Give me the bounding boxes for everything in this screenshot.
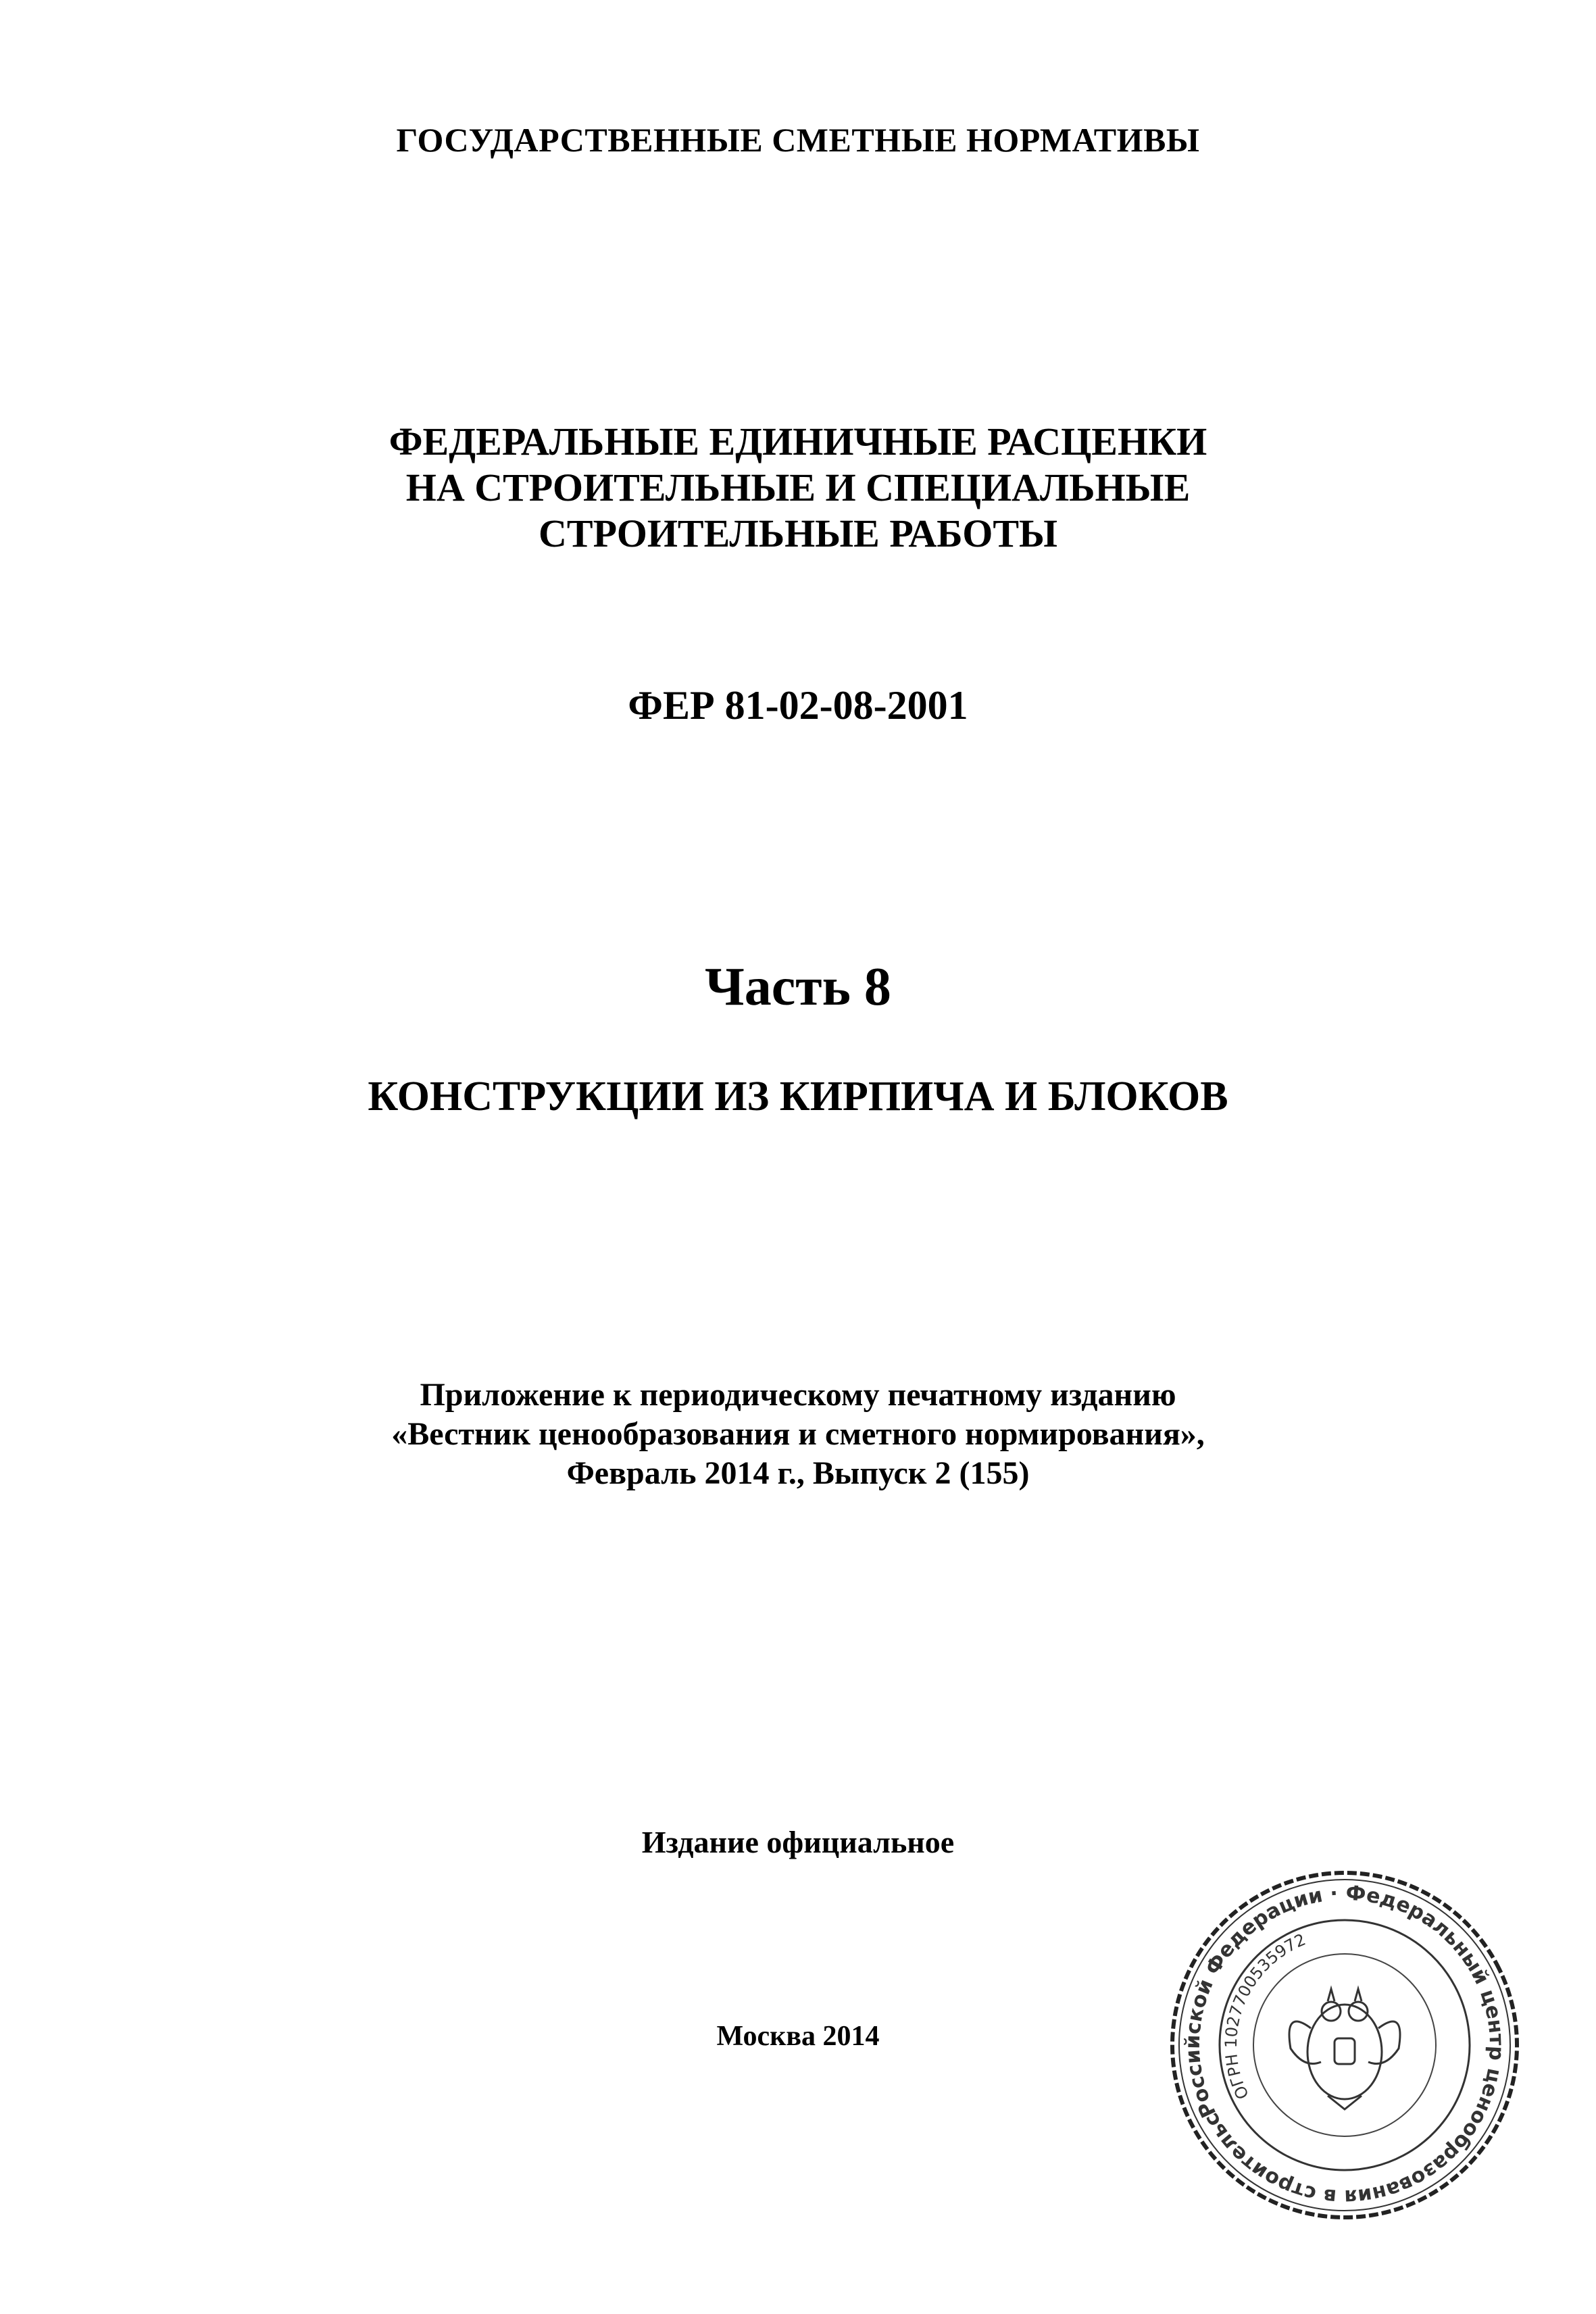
title-line-2: НА СТРОИТЕЛЬНЫЕ И СПЕЦИАЛЬНЫЕ <box>405 466 1191 509</box>
part-number: Часть 8 <box>705 957 891 1017</box>
city-year: Москва 2014 <box>716 2021 880 2052</box>
seal-icon <box>1166 1866 1524 2224</box>
series-heading: ГОСУДАРСТВЕННЫЕ СМЕТНЫЕ НОРМАТИВЫ <box>396 121 1200 159</box>
document-code: ФЕР 81-02-08-2001 <box>628 683 968 728</box>
title-line-1: ФЕДЕРАЛЬНЫЕ ЕДИНИЧНЫЕ РАСЦЕНКИ <box>389 420 1207 463</box>
edition-note: Издание официальное <box>641 1825 955 1859</box>
seal-inner-text: ОГРН 1027700535972 <box>1221 1930 1309 2103</box>
appendix-line-3: Февраль 2014 г., Выпуск 2 (155) <box>566 1455 1030 1491</box>
appendix-line-2: «Вестник ценообразования и сметного нормирования», <box>391 1416 1205 1452</box>
official-seal-stamp <box>1166 1866 1524 2224</box>
seal-outer-text: Российской Федерации · Федеральный центр ценообразования в строительстве <box>1180 1881 1509 2209</box>
appendix-line-1: Приложение к периодическому печатному изданию <box>420 1377 1176 1413</box>
eagle-emblem-icon <box>1289 1989 1400 2109</box>
title-line-3: СТРОИТЕЛЬНЫЕ РАБОТЫ <box>539 511 1057 555</box>
part-subtitle: КОНСТРУКЦИИ ИЗ КИРПИЧА И БЛОКОВ <box>368 1074 1228 1120</box>
